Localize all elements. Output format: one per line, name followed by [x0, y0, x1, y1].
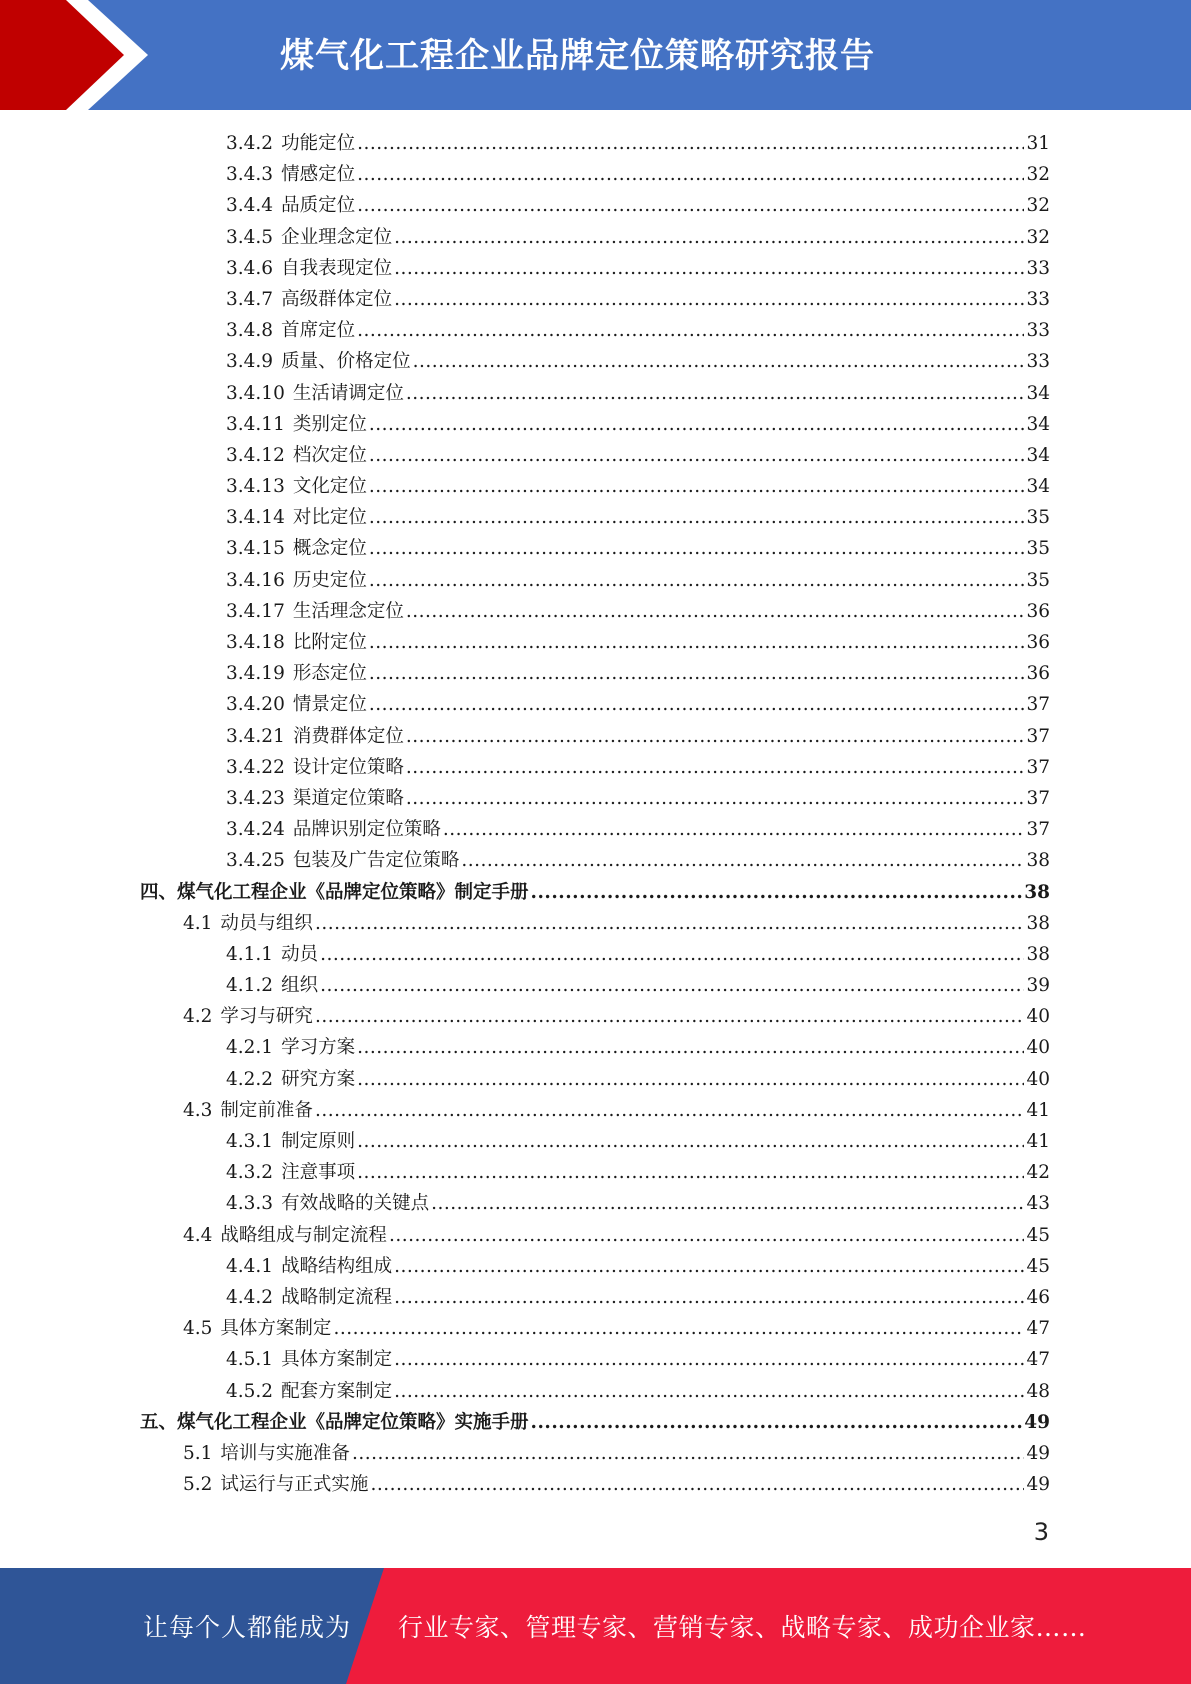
- toc-dot-leader: [357, 1157, 1024, 1188]
- toc-entry-page: 49: [1026, 1474, 1050, 1496]
- toc-entry-title: 包装及广告定位策略: [292, 850, 460, 872]
- toc-entry-page: 33: [1026, 257, 1050, 279]
- toc-entry[interactable]: [140, 939, 1050, 970]
- toc-entry[interactable]: [140, 877, 1050, 908]
- toc-entry-number: 4.3.1: [226, 1131, 274, 1152]
- toc-dot-leader: [357, 315, 1024, 346]
- toc-entry-page: 37: [1026, 694, 1050, 716]
- toc-dot-leader: [531, 877, 1023, 908]
- toc-entry-page: 37: [1026, 819, 1050, 841]
- toc-entry-page: 38: [1026, 943, 1050, 965]
- toc-entry-page: 43: [1026, 1193, 1050, 1215]
- footer-slogan-left: 让每个人都能成为: [143, 1613, 352, 1642]
- toc-entry-page: 49: [1024, 1411, 1050, 1433]
- toc-entry-title: 动员与组织: [220, 912, 313, 934]
- toc-entry-title: 注意事项: [281, 1162, 356, 1184]
- toc-dot-leader: [320, 939, 1024, 970]
- toc-entry[interactable]: [140, 565, 1050, 596]
- toc-entry-number: 3.4.7: [226, 288, 274, 310]
- toc-entry-number: 3.4.21: [226, 725, 285, 747]
- header-arrow-decoration: [0, 0, 200, 110]
- toc-dot-leader: [352, 1438, 1025, 1469]
- toc-dot-leader: [320, 970, 1024, 1001]
- toc-dot-leader: [431, 1188, 1024, 1219]
- toc-entry-page: 31: [1026, 133, 1050, 154]
- toc-entry-number: 3.4.9: [226, 351, 274, 373]
- toc-dot-leader: [394, 222, 1024, 253]
- toc-dot-leader: [531, 1407, 1023, 1438]
- toc-entry[interactable]: [140, 533, 1050, 564]
- toc-dot-leader: [369, 658, 1025, 689]
- toc-entry[interactable]: [140, 1095, 1050, 1126]
- toc-dot-leader: [357, 1064, 1024, 1095]
- toc-entry-page: 38: [1026, 912, 1050, 934]
- toc-entry-number: 3.4.3: [226, 164, 274, 186]
- toc-dot-leader: [369, 689, 1025, 720]
- toc-entry-number: 4.1: [183, 912, 213, 934]
- toc-entry-page: 35: [1026, 538, 1050, 560]
- toc-entry[interactable]: [140, 378, 1050, 409]
- toc-entry-title: 企业理念定位: [281, 226, 393, 248]
- toc-entry-title: 配套方案制定: [281, 1380, 393, 1402]
- toc-entry-number: 4.2: [183, 1006, 213, 1028]
- toc-entry-page: 45: [1026, 1255, 1050, 1277]
- toc-entry[interactable]: [140, 1282, 1050, 1313]
- toc-entry[interactable]: [140, 814, 1050, 845]
- toc-entry-number: 3.4.23: [226, 787, 285, 809]
- toc-entry-number: 4.5: [183, 1318, 213, 1340]
- toc-dot-leader: [394, 253, 1024, 284]
- toc-entry-page: 34: [1026, 444, 1050, 466]
- toc-entry-number: 5.1: [183, 1442, 213, 1464]
- toc-entry-page: 35: [1026, 507, 1050, 529]
- toc-entry-page: 49: [1026, 1442, 1050, 1464]
- toc-entry-page: 35: [1026, 569, 1050, 591]
- toc-entry-title: 战略制定流程: [281, 1286, 393, 1308]
- toc-entry-number: 3.4.12: [226, 444, 285, 466]
- toc-dot-leader: [394, 1282, 1024, 1313]
- toc-entry-title: 组织: [281, 975, 319, 997]
- toc-dot-leader: [413, 346, 1025, 377]
- toc-entry-number: 4.1.2: [226, 975, 274, 997]
- toc-entry-number: 4.3.2: [226, 1162, 274, 1184]
- toc-entry[interactable]: [140, 1220, 1050, 1251]
- toc-entry[interactable]: [140, 627, 1050, 658]
- toc-dot-leader: [357, 190, 1024, 221]
- toc-entry[interactable]: [140, 253, 1050, 284]
- toc-entry[interactable]: [140, 1407, 1050, 1438]
- toc-entry[interactable]: [140, 658, 1050, 689]
- toc-entry[interactable]: [140, 1251, 1050, 1282]
- toc-entry-number: 3.4.2: [226, 133, 274, 154]
- toc-entry-page: 34: [1026, 476, 1050, 498]
- toc-entry[interactable]: [140, 752, 1050, 783]
- toc-entry-title: 制定原则: [281, 1131, 356, 1152]
- toc-entry[interactable]: [140, 222, 1050, 253]
- toc-dot-leader: [394, 1344, 1024, 1375]
- toc-entry-number: 4.4: [183, 1224, 213, 1246]
- toc-entry-page: 46: [1026, 1286, 1050, 1308]
- toc-entry-number: 3.4.8: [226, 320, 274, 342]
- toc-entry-title: 制定前准备: [220, 1099, 313, 1121]
- toc-entry-title: 比附定位: [292, 632, 367, 653]
- toc-entry-number: 四、: [140, 881, 178, 903]
- toc-entry-number: 3.4.19: [226, 663, 285, 685]
- toc-dot-leader: [333, 1313, 1024, 1344]
- toc-entry-page: 32: [1026, 195, 1050, 217]
- toc-entry-page: 41: [1026, 1131, 1050, 1152]
- toc-entry-title: 有效战略的关键点: [281, 1193, 430, 1215]
- toc-entry-title: 类别定位: [292, 413, 367, 435]
- page-number: 3: [1033, 1518, 1049, 1546]
- toc-entry-number: 3.4.20: [226, 694, 285, 716]
- toc-entry-page: 33: [1026, 351, 1050, 373]
- toc-entry[interactable]: [140, 1438, 1050, 1469]
- toc-dot-leader: [406, 378, 1025, 409]
- toc-entry[interactable]: [140, 159, 1050, 190]
- toc-entry[interactable]: [140, 1376, 1050, 1407]
- toc-entry-title: 文化定位: [292, 476, 367, 498]
- toc-entry-page: 36: [1026, 600, 1050, 622]
- toc-entry[interactable]: [140, 128, 1050, 159]
- toc-entry-number: 3.4.24: [226, 819, 285, 841]
- toc-dot-leader: [357, 1126, 1024, 1157]
- toc-dot-leader: [406, 596, 1025, 627]
- toc-entry-number: 4.5.1: [226, 1349, 274, 1371]
- toc-entry[interactable]: [140, 1001, 1050, 1032]
- toc-entry[interactable]: [140, 970, 1050, 1001]
- toc-entry-title: 历史定位: [292, 569, 367, 591]
- toc-entry-number: 4.5.2: [226, 1380, 274, 1402]
- toc-entry-title: 研究方案: [281, 1068, 356, 1090]
- toc-entry-number: 4.1.1: [226, 943, 274, 965]
- toc-entry-title: 试运行与正式实施: [220, 1474, 369, 1496]
- toc-entry[interactable]: [140, 315, 1050, 346]
- toc-entry-title: 生活请调定位: [292, 382, 404, 404]
- toc-dot-leader: [369, 409, 1025, 440]
- toc-entry-page: 38: [1024, 881, 1050, 903]
- toc-entry-title: 品质定位: [281, 195, 356, 217]
- toc-entry-title: 战略组成与制定流程: [220, 1224, 387, 1246]
- page-footer: [0, 1568, 1191, 1684]
- toc-entry[interactable]: [140, 284, 1050, 315]
- toc-entry[interactable]: [140, 502, 1050, 533]
- toc-entry-number: 3.4.25: [226, 850, 285, 872]
- toc-entry-title: 功能定位: [281, 133, 356, 154]
- toc-entry-number: 3.4.11: [226, 413, 285, 435]
- toc-dot-leader: [389, 1220, 1025, 1251]
- toc-dot-leader: [394, 284, 1024, 315]
- toc-entry-page: 40: [1026, 1037, 1050, 1059]
- toc-entry-page: 38: [1026, 850, 1050, 872]
- toc-entry[interactable]: [140, 1469, 1050, 1500]
- toc-entry-title: 质量、价格定位: [281, 351, 411, 373]
- page-header: [0, 0, 1191, 110]
- toc-entry-title: 渠道定位策略: [292, 787, 404, 809]
- toc-entry[interactable]: [140, 596, 1050, 627]
- toc-entry-page: 34: [1026, 382, 1050, 404]
- toc-entry-page: 48: [1026, 1380, 1050, 1402]
- toc-entry-title: 自我表现定位: [281, 257, 393, 279]
- toc-entry-page: 32: [1026, 226, 1050, 248]
- toc-dot-leader: [370, 1469, 1024, 1500]
- toc-dot-leader: [315, 1095, 1025, 1126]
- toc-entry-title: 形态定位: [292, 663, 367, 685]
- toc-entry-number: 3.4.17: [226, 600, 285, 622]
- toc-dot-leader: [394, 1376, 1024, 1407]
- toc-entry-page: 47: [1026, 1349, 1050, 1371]
- toc-entry-page: 40: [1026, 1068, 1050, 1090]
- toc-entry-title: 培训与实施准备: [220, 1442, 350, 1464]
- toc-entry[interactable]: [140, 1188, 1050, 1219]
- toc-entry-title: 设计定位策略: [292, 756, 404, 778]
- toc-entry-number: 3.4.4: [226, 195, 274, 217]
- toc-entry-title: 对比定位: [292, 507, 367, 529]
- toc-entry-page: 36: [1026, 632, 1050, 653]
- toc-entry-title: 档次定位: [292, 444, 367, 466]
- toc-entry[interactable]: [140, 190, 1050, 221]
- toc-entry-title: 情景定位: [292, 694, 367, 716]
- toc-entry-number: 4.2.2: [226, 1068, 274, 1090]
- footer-slogan-right: 行业专家、管理专家、营销专家、战略专家、成功企业家……: [398, 1613, 1087, 1642]
- toc-entry-title: 战略结构组成: [281, 1255, 393, 1277]
- toc-entry[interactable]: [140, 440, 1050, 471]
- toc-entry-title: 煤气化工程企业《品牌定位策略》制定手册: [177, 881, 529, 903]
- toc-entry[interactable]: [140, 346, 1050, 377]
- toc-entry-page: 41: [1026, 1099, 1050, 1121]
- toc-entry-title: 学习方案: [281, 1037, 356, 1059]
- toc-entry-number: 3.4.10: [226, 382, 285, 404]
- toc-entry-title: 学习与研究: [220, 1006, 313, 1028]
- toc-entry-title: 动员: [281, 943, 319, 965]
- toc-entry-number: 3.4.16: [226, 569, 285, 591]
- toc-entry-number: 3.4.5: [226, 226, 274, 248]
- toc-entry-title: 概念定位: [292, 538, 367, 560]
- toc-entry-page: 37: [1026, 787, 1050, 809]
- toc-entry-title: 高级群体定位: [281, 288, 393, 310]
- toc-entry-page: 34: [1026, 413, 1050, 435]
- toc-dot-leader: [369, 502, 1025, 533]
- toc-entry-number: 3.4.6: [226, 257, 274, 279]
- document-title: 煤气化工程企业品牌定位策略研究报告: [280, 36, 875, 76]
- toc-dot-leader: [357, 1032, 1024, 1063]
- toc-dot-leader: [406, 783, 1025, 814]
- toc-entry-page: 37: [1026, 725, 1050, 747]
- toc-entry-number: 4.3: [183, 1099, 213, 1121]
- toc-entry-number: 3.4.15: [226, 538, 285, 560]
- toc-dot-leader: [369, 565, 1025, 596]
- toc-entry-page: 36: [1026, 663, 1050, 685]
- toc-dot-leader: [369, 627, 1025, 658]
- toc-entry[interactable]: [140, 845, 1050, 876]
- toc-dot-leader: [443, 814, 1025, 845]
- toc-dot-leader: [369, 471, 1025, 502]
- toc-entry-title: 首席定位: [281, 320, 356, 342]
- toc-dot-leader: [357, 128, 1024, 159]
- toc-entry-number: 3.4.13: [226, 476, 285, 498]
- toc-dot-leader: [357, 159, 1024, 190]
- toc-entry-page: 33: [1026, 320, 1050, 342]
- toc-entry-page: 45: [1026, 1224, 1050, 1246]
- toc-entry-title: 情感定位: [281, 164, 356, 186]
- toc-entry-title: 生活理念定位: [292, 600, 404, 622]
- toc-entry[interactable]: [140, 1344, 1050, 1375]
- toc-entry[interactable]: [140, 783, 1050, 814]
- toc-entry[interactable]: [140, 689, 1050, 720]
- toc-entry[interactable]: [140, 471, 1050, 502]
- toc-dot-leader: [406, 752, 1025, 783]
- toc-entry-title: 消费群体定位: [292, 725, 404, 747]
- toc-dot-leader: [315, 908, 1025, 939]
- toc-entry-page: 39: [1026, 975, 1050, 997]
- toc-entry-page: 40: [1026, 1006, 1050, 1028]
- toc-entry-number: 3.4.14: [226, 507, 285, 529]
- toc-entry[interactable]: [140, 1064, 1050, 1095]
- toc-dot-leader: [406, 721, 1025, 752]
- toc-entry-page: 33: [1026, 288, 1050, 310]
- toc-entry-number: 五、: [140, 1411, 178, 1433]
- toc-entry[interactable]: [140, 1313, 1050, 1344]
- toc-entry[interactable]: [140, 721, 1050, 752]
- toc-entry-number: 3.4.18: [226, 632, 285, 653]
- toc-entry[interactable]: [140, 409, 1050, 440]
- toc-entry[interactable]: [140, 1157, 1050, 1188]
- toc-entry-title: 具体方案制定: [281, 1349, 393, 1371]
- toc-dot-leader: [315, 1001, 1025, 1032]
- toc-entry-number: 3.4.22: [226, 756, 285, 778]
- toc-entry-title: 具体方案制定: [220, 1318, 332, 1340]
- toc-entry-number: 4.4.2: [226, 1286, 274, 1308]
- toc-entry[interactable]: [140, 1126, 1050, 1157]
- toc-entry-page: 32: [1026, 164, 1050, 186]
- toc-entry-number: 4.2.1: [226, 1037, 274, 1059]
- toc-entry-page: 37: [1026, 756, 1050, 778]
- toc-entry-number: 4.4.1: [226, 1255, 274, 1277]
- toc-dot-leader: [369, 440, 1025, 471]
- table-of-contents: [140, 128, 1050, 1500]
- toc-dot-leader: [369, 533, 1025, 564]
- toc-entry[interactable]: [140, 1032, 1050, 1063]
- toc-dot-leader: [461, 845, 1024, 876]
- toc-entry-title: 煤气化工程企业《品牌定位策略》实施手册: [177, 1411, 529, 1433]
- toc-entry-title: 品牌识别定位策略: [292, 819, 441, 841]
- toc-entry-number: 5.2: [183, 1474, 213, 1496]
- toc-entry-page: 42: [1026, 1162, 1050, 1184]
- toc-dot-leader: [394, 1251, 1024, 1282]
- toc-entry[interactable]: [140, 908, 1050, 939]
- toc-entry-number: 4.3.3: [226, 1193, 274, 1215]
- toc-entry-page: 47: [1026, 1318, 1050, 1340]
